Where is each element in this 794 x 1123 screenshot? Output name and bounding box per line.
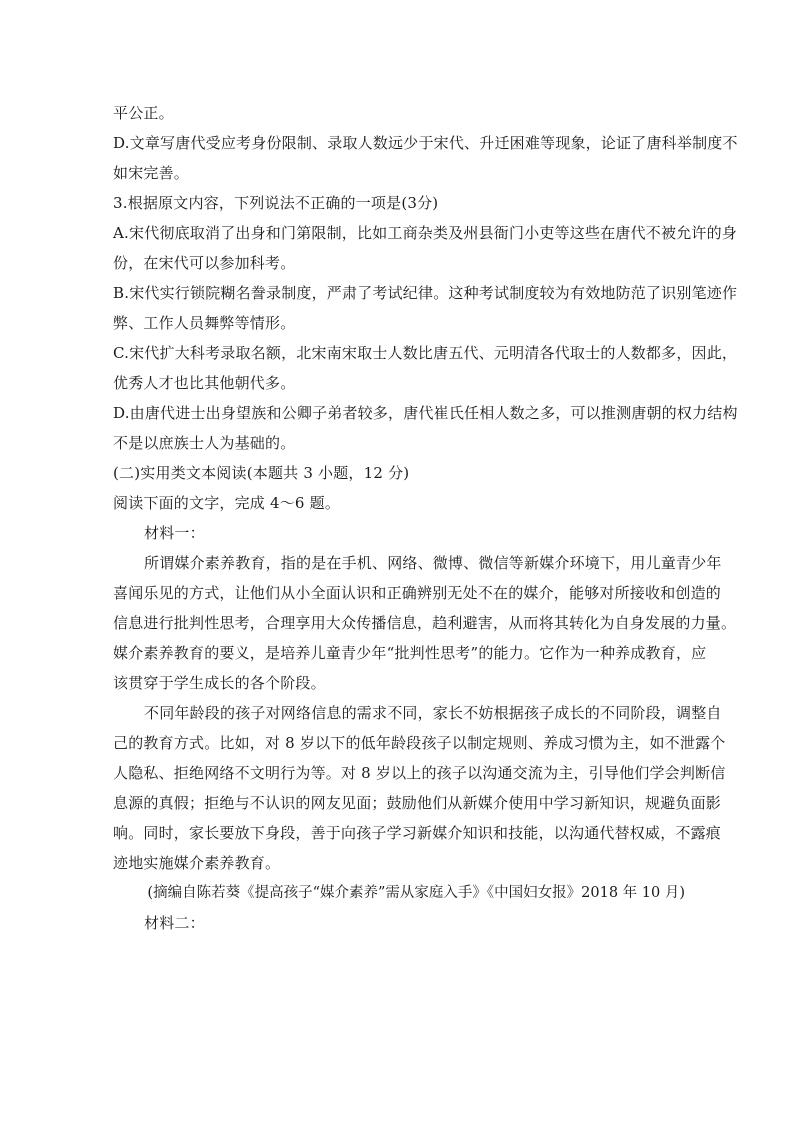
paragraph-line: 喜闻乐见的方式，让他们从小全面认识和正确辨别无处不在的媒介，能够对所接收和创造的 [113, 584, 722, 602]
text-line: 平公正。 [113, 104, 174, 122]
option-d-line: D.文章写唐代受应考身份限制、录取人数远少于宋代、升迁困难等现象，论证了唐科举制度不 [113, 134, 738, 152]
paragraph-line: 媒介素养教育的要义，是培养儿童青少年“批判性思考”的能力。它作为一种养成教育，应 [113, 644, 707, 662]
paragraph-line: 信息进行批判性思考，合理享用大众传播信息，趋利避害，从而将其转化为自身发展的力量。 [113, 614, 737, 632]
section-heading: (二)实用类文本阅读(本题共 3 小题，12 分) [113, 464, 410, 482]
paragraph-line: 人隐私、拒绝网络不文明行为等。对 8 岁以上的孩子以沟通交流为主，引导他们学会判断信 [113, 764, 726, 782]
source-citation: (摘编自陈若葵《提高孩子“媒介素养”需从家庭入手》《中国妇女报》2018 年 10 月) [147, 885, 685, 901]
material-2-heading: 材料二： [144, 914, 205, 932]
paragraph-line: 所谓媒介素养教育，指的是在手机、网络、微博、微信等新媒介环境下，用儿童青少年 [144, 554, 722, 572]
text-line: 弊、工作人员舞弊等情形。 [113, 314, 296, 332]
question-3-title: 3.根据原文内容，下列说法不正确的一项是(3分) [113, 194, 439, 212]
text-line: 份，在宋代可以参加科考。 [113, 254, 296, 272]
material-1-heading: 材料一： [144, 524, 205, 542]
option-b-line: B.宋代实行锁院糊名誊录制度，严肃了考试纪律。这种考试制度较为有效地防范了识别笔迹作 [113, 284, 738, 302]
paragraph-line: 该贯穿于学生成长的各个阶段。 [113, 674, 326, 692]
option-d-line: D.由唐代进士出身望族和公卿子弟者较多，唐代崔氏任相人数之多，可以推测唐朝的权力结构 [113, 404, 738, 422]
paragraph-line: 息源的真假；拒绝与不认识的网友见面；鼓励他们从新媒介使用中学习新知识，规避负面影 [113, 794, 722, 812]
paragraph-line: 己的教育方式。比如，对 8 岁以下的低年龄段孩子以制定规则、养成习惯为主，如不泄露个 [113, 734, 726, 752]
paragraph-line: 响。同时，家长要放下身段，善于向孩子学习新媒介知识和技能，以沟通代替权威，不露痕 [113, 824, 722, 842]
text-line: 如宋完善。 [113, 164, 190, 182]
document-page [113, 98, 738, 938]
text-line: 不是以庶族士人为基础的。 [113, 434, 296, 452]
text-line: 优秀人才也比其他朝代多。 [113, 374, 296, 392]
paragraph-line: 不同年龄段的孩子对网络信息的需求不同，家长不妨根据孩子成长的不同阶段，调整自 [144, 704, 722, 722]
paragraph-line: 迹地实施媒介素养教育。 [113, 854, 281, 872]
instruction-line: 阅读下面的文字，完成 4～6 题。 [113, 494, 341, 512]
option-a-line: A.宋代彻底取消了出身和门第限制，比如工商杂类及州县衙门小吏等这些在唐代不被允许的身 [113, 224, 738, 242]
option-c-line: C.宋代扩大科考录取名额，北宋南宋取士人数比唐五代、元明清各代取士的人数都多，因此， [113, 344, 738, 362]
